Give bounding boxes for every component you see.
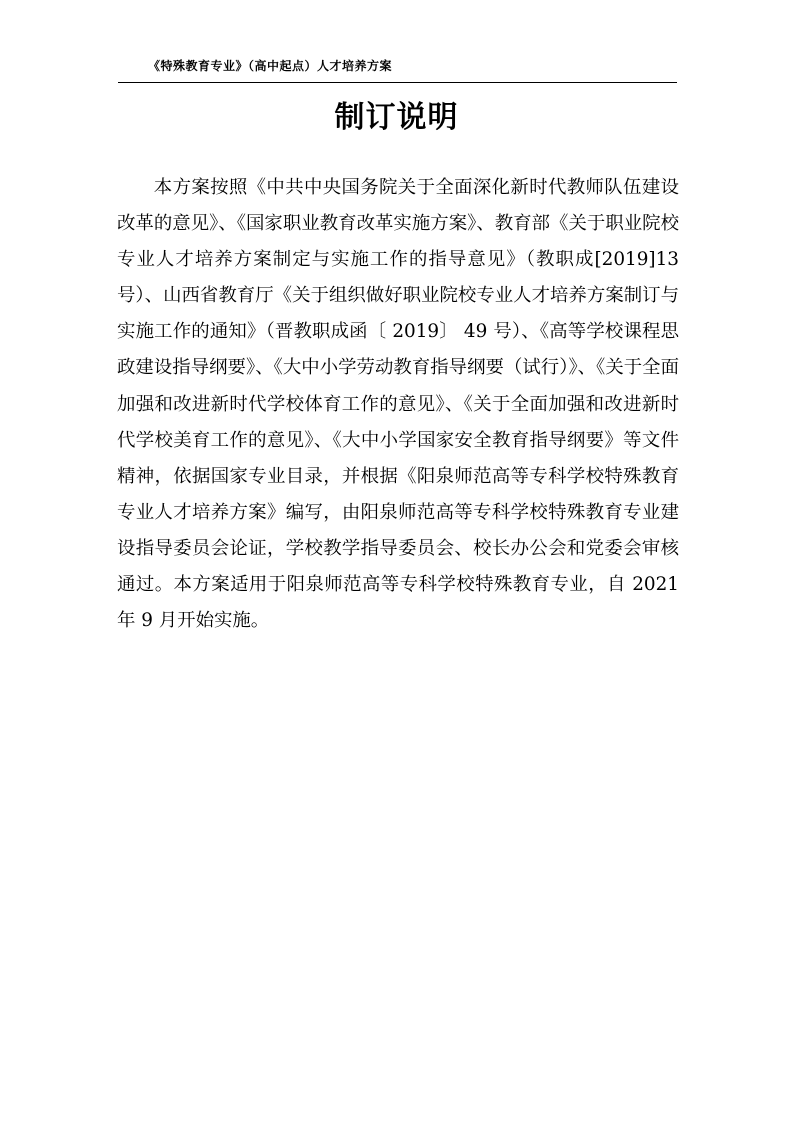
page-title: 制订说明 xyxy=(334,100,459,135)
body-paragraph: 本方案按照《中共中央国务院关于全面深化新时代教师队伍建设改革的意见》、《国家职业教育改革实施方案》、教育部《关于职业院校专业人才培养方案制定与实施工作的指导意见》（教职成[2019]13 号）、山西省教育厅《关于组织做好职业院校专业人才培养方案制订与实施工作的通知》（晋教职成函〔 2019〕 49 号）、《高等学校课程思政建设指导纲要》、《大中小学劳动教育指导纲要（试行）》、《关于全面加强和改进新时代学校体育工作的意见》、《关于全面加强和改进新时代学校美育工作的意见》、《大中小学国家安全教育指导纲要》等文件精神，依据国家专业目录，并根据《阳泉师范高等专科学校特殊教育专业人才培养方案》编写，由阳泉师范高等专科学校特殊教育专业建设指导委员会论证，学校教学指导委员会、校长办公会和党委会审核通过。本方案适用于阳泉师范高等专科学校特殊教育专业，自 2021 年 9 月开始实施。 xyxy=(117,177,679,632)
header-divider xyxy=(118,82,677,83)
running-header: 《特殊教育专业》（高中起点）人才培养方案 xyxy=(148,59,393,73)
